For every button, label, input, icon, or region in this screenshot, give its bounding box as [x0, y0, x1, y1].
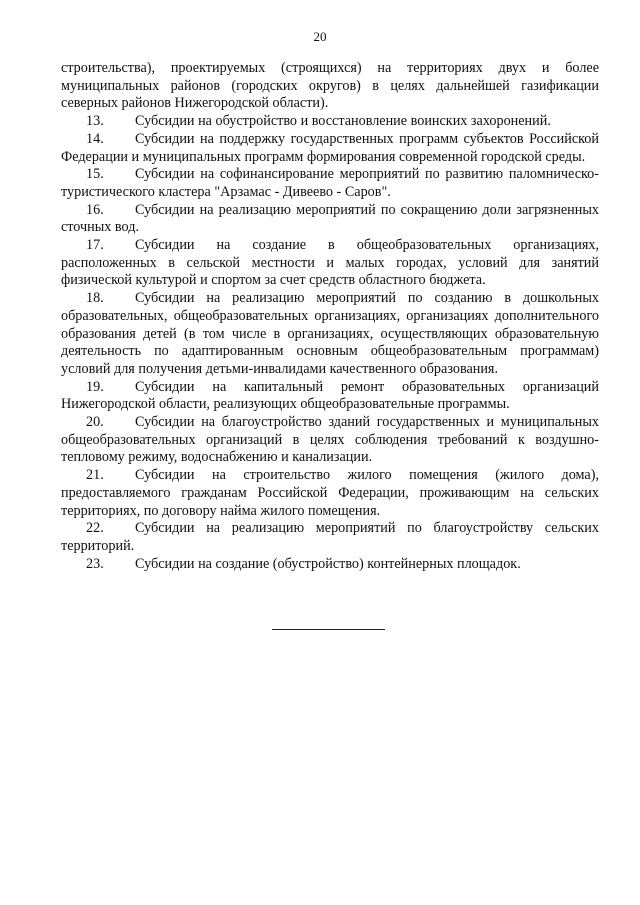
list-item-17: [61, 237, 599, 290]
item-number: 22.: [86, 520, 104, 537]
item-number: 17.: [86, 237, 104, 254]
item-text: Субсидии на реализацию мероприятий по созданию в дошкольных образовательных, общеобразовательных организациях, организациях дополнительного образования детей (в том числе в организациях, осуществляющих образовательную деятельность по адаптированным основным общеобразовательным программам) условий для получения детьми-инвалидами качественного образования.: [61, 290, 599, 377]
item-number: 16.: [86, 201, 104, 218]
list-item-19: [61, 379, 599, 414]
list-item-18: [61, 290, 599, 379]
list-item-14: [61, 131, 599, 166]
item-number: 20.: [86, 414, 104, 431]
item-text: Субсидии на софинансирование мероприятий по развитию паломническо-туристического кластера "Арзамас - Дивеево - Саров".: [61, 166, 599, 200]
list-item-23: [61, 556, 599, 574]
item-text: Субсидии на благоустройство зданий государственных и муниципальных общеобразовательных организаций в целях соблюдения требований к воздушно-тепловому режиму, водоснабжению и канализации.: [61, 414, 599, 466]
item-text: Субсидии на создание в общеобразовательных организациях, расположенных в сельской местности и малых городах, условий для занятий физической культурой и спортом за счет средств областного бюджета.: [61, 237, 599, 289]
item-number: 23.: [86, 555, 104, 572]
continuation-paragraph: строительства), проектируемых (строящихся) на территориях двух и более муниципальных районов (городских округов) в целях дальнейшей газификации северных районов Нижегородской области).: [61, 60, 599, 112]
list-item-22: [61, 520, 599, 555]
item-number: 13.: [86, 113, 104, 130]
item-text: Субсидии на поддержку государственных программ субъектов Российской Федерации и муниципальных программ формирования современной городской среды.: [61, 130, 599, 165]
list-item-13: [61, 113, 599, 131]
item-text: Субсидии на реализацию мероприятий по сокращению доли загрязненных сточных вод.: [61, 201, 599, 236]
item-number: 14.: [86, 130, 104, 147]
list-item-21: [61, 467, 599, 520]
end-divider: [272, 629, 385, 630]
item-text: Субсидии на строительство жилого помещения (жилого дома), предоставляемого гражданам Российской Федерации, проживающим на сельских территориях, по договору найма жилого помещения.: [61, 467, 599, 519]
item-text: Субсидии на создание (обустройство) контейнерных площадок.: [135, 555, 521, 572]
item-number: 18.: [86, 290, 104, 307]
item-number: 15.: [86, 166, 104, 183]
item-number: 21.: [86, 467, 104, 484]
list-item-20: [61, 414, 599, 467]
list-item-15: [61, 166, 599, 201]
item-number: 19.: [86, 378, 104, 395]
page-number: 20: [313, 29, 327, 44]
item-text: Субсидии на реализацию мероприятий по благоустройству сельских территорий.: [61, 520, 599, 554]
list-item-16: [61, 202, 599, 237]
document-body: [61, 60, 599, 573]
item-text: Субсидии на капитальный ремонт образовательных организаций Нижегородской области, реализующих общеобразовательные программы.: [61, 378, 599, 413]
item-text: Субсидии на обустройство и восстановление воинских захоронений.: [135, 113, 551, 130]
